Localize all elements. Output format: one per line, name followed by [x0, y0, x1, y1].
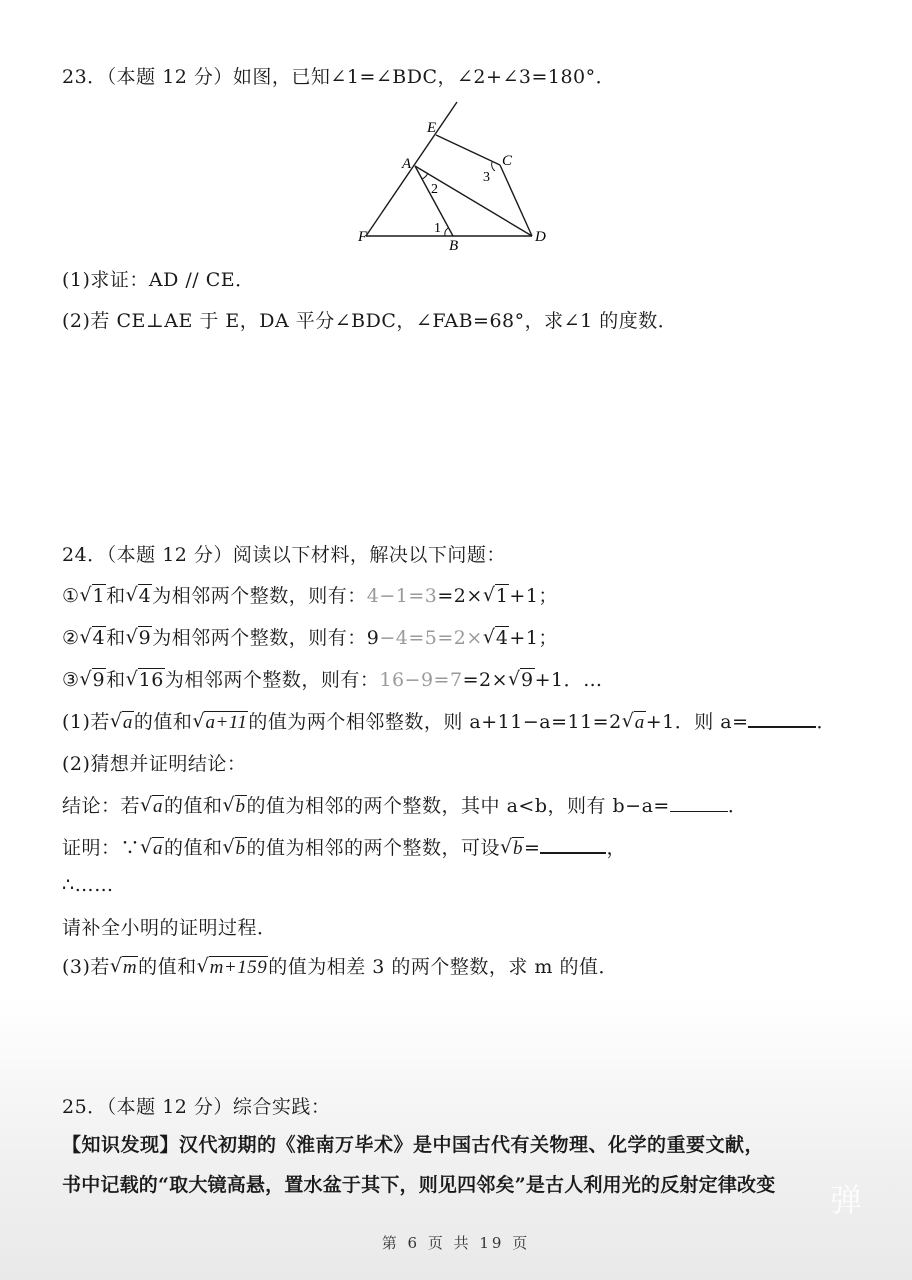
q24-proof: 证明：∵√ a的值和√ b的值为相邻的两个整数，可设√ b= ，: [62, 833, 626, 860]
label-e: E: [427, 120, 437, 136]
angle-3-arc: [492, 162, 495, 171]
label-b: B: [449, 238, 459, 254]
label-f: F: [358, 229, 368, 245]
q23-header: 23．（本题 12 分）如图，已知∠1=∠BDC，∠2+∠3=180°．: [62, 66, 616, 88]
q24-item2: ②√ 4和√ 9为相邻两个整数，则有：9−4=5=2×√ 4+1；: [62, 623, 558, 650]
q24-item3: ③√ 9和√ 16为相邻两个整数，则有：16−9=7=2×√ 9+1．…: [62, 665, 603, 692]
geometry-figure: [350, 95, 580, 255]
label-a: A: [402, 156, 412, 172]
q24-complete: 请补全小明的证明过程．: [62, 917, 277, 939]
label-2: 2: [431, 182, 438, 197]
q25-header: 25．（本题 12 分）综合实践：: [62, 1096, 331, 1118]
label-c: C: [502, 153, 513, 169]
line-fa-extended: [366, 102, 457, 236]
page-footer: 第 6 页 共 19 页: [381, 1234, 531, 1252]
q24-part3: (3)若√ m的值和√ m+159的值为相差 3 的两个整数，求 m 的值．: [62, 952, 618, 979]
answer-blank-b-minus-a[interactable]: [670, 795, 728, 812]
q23-part1: (1)求证：AD // CE．: [62, 269, 255, 291]
q24-header: 24．（本题 12 分）阅读以下材料，解决以下问题：: [62, 544, 506, 566]
line-cd: [500, 165, 532, 236]
line-ec: [436, 135, 500, 165]
q25-line2: 书中记载的“取大镜高悬，置水盆于其下，则见四邻矣”是古人利用光的反射定律改变: [62, 1174, 776, 1196]
q24-conclusion: 结论：若√ a的值和√ b的值为相邻的两个整数，其中 a<b，则有 b−a= ．: [62, 791, 747, 818]
label-3: 3: [483, 170, 490, 185]
line-ad: [415, 166, 532, 236]
q24-therefore: ∴……: [62, 874, 114, 896]
angle-2-arc: [422, 173, 428, 179]
answer-blank-sqrt-b[interactable]: [540, 836, 606, 854]
q25-line1: 【知识发现】汉代初期的《淮南万毕术》是中国古代有关物理、化学的重要文献，: [62, 1134, 765, 1156]
q23-part2: (2)若 CE⊥AE 于 E，DA 平分∠BDC，∠FAB=68°，求∠1 的度数．: [62, 310, 678, 332]
q24-part1: (1)若√ a的值和√ a+11的值为两个相邻整数，则 a+11−a=11=2√ a+1．则 a= ．: [62, 707, 836, 734]
watermark-logo: 弹: [830, 1181, 863, 1219]
q24-part2-title: (2)猜想并证明结论：: [62, 753, 247, 775]
answer-blank-a[interactable]: [748, 710, 816, 728]
angle-1-arc: [445, 228, 448, 236]
q24-item1: ①√ 1和√ 4为相邻两个整数，则有：4−1=3=2×√ 1+1；: [62, 581, 558, 608]
label-d: D: [535, 229, 546, 245]
label-1: 1: [434, 221, 441, 236]
